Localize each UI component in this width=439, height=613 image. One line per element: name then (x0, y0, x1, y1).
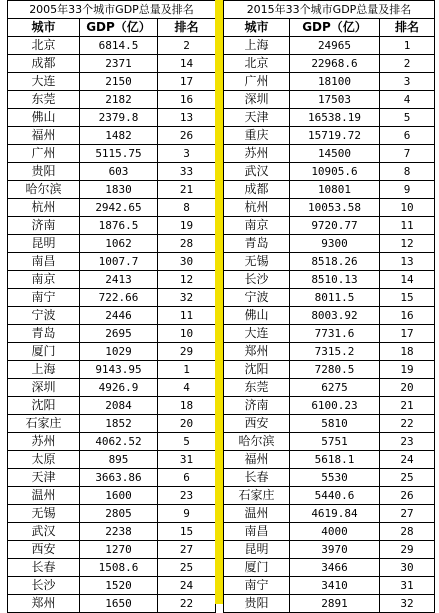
gdp-2005-panel (7, 0, 215, 610)
table-row (8, 235, 216, 253)
gdp-cell: 5751 (290, 433, 380, 451)
city-cell: 南宁 (8, 289, 80, 307)
gdp-cell: 22968.6 (290, 55, 380, 73)
rank-cell: 20 (158, 415, 216, 433)
column-header-city: 城市 (224, 19, 290, 37)
city-cell: 深圳 (8, 379, 80, 397)
gdp-cell: 4926.9 (80, 379, 158, 397)
rank-cell: 31 (158, 451, 216, 469)
gdp-cell: 9300 (290, 235, 380, 253)
rank-cell: 1 (380, 37, 435, 55)
gdp-cell: 6814.5 (80, 37, 158, 55)
gdp-cell: 2695 (80, 325, 158, 343)
city-cell: 济南 (8, 217, 80, 235)
city-cell: 成都 (224, 181, 290, 199)
city-cell: 成都 (8, 55, 80, 73)
city-cell: 西安 (224, 415, 290, 433)
rank-cell: 6 (158, 469, 216, 487)
city-cell: 佛山 (224, 307, 290, 325)
city-cell: 西安 (8, 541, 80, 559)
city-cell: 青岛 (8, 325, 80, 343)
table-row (224, 253, 435, 271)
table-caption: 2015年33个城市GDP总量及排名 (224, 1, 435, 19)
gdp-cell: 17503 (290, 91, 380, 109)
table-row (224, 505, 435, 523)
rank-cell: 21 (158, 181, 216, 199)
rank-cell: 7 (380, 145, 435, 163)
gdp-cell: 1876.5 (80, 217, 158, 235)
rank-cell: 15 (158, 523, 216, 541)
gdp-cell: 10053.58 (290, 199, 380, 217)
gdp-cell: 1007.7 (80, 253, 158, 271)
gdp-cell: 4062.52 (80, 433, 158, 451)
column-header-rank: 排名 (158, 19, 216, 37)
gdp-cell: 7280.5 (290, 361, 380, 379)
gdp-cell: 5440.6 (290, 487, 380, 505)
rank-cell: 27 (380, 505, 435, 523)
rank-cell: 10 (380, 199, 435, 217)
rank-cell: 28 (158, 235, 216, 253)
table-row (224, 379, 435, 397)
city-cell: 上海 (8, 361, 80, 379)
city-cell: 宁波 (8, 307, 80, 325)
table-row (224, 343, 435, 361)
city-cell: 杭州 (8, 199, 80, 217)
table-row (224, 361, 435, 379)
table-row (8, 397, 216, 415)
table-row (8, 487, 216, 505)
rank-cell: 1 (158, 361, 216, 379)
table-row (8, 343, 216, 361)
rank-cell: 16 (380, 307, 435, 325)
gdp-cell: 603 (80, 163, 158, 181)
city-cell: 北京 (8, 37, 80, 55)
city-cell: 哈尔滨 (224, 433, 290, 451)
table-row (224, 217, 435, 235)
gdp-cell: 1852 (80, 415, 158, 433)
column-header-rank: 排名 (380, 19, 435, 37)
gdp-cell: 8510.13 (290, 271, 380, 289)
city-cell: 青岛 (224, 235, 290, 253)
rank-cell: 8 (380, 163, 435, 181)
table-row (8, 541, 216, 559)
table-row (224, 55, 435, 73)
rank-cell: 17 (380, 325, 435, 343)
table-row (8, 217, 216, 235)
table-row (224, 289, 435, 307)
gdp-cell: 5810 (290, 415, 380, 433)
table-row (224, 451, 435, 469)
table-row (224, 433, 435, 451)
gdp-cell: 1830 (80, 181, 158, 199)
city-cell: 哈尔滨 (8, 181, 80, 199)
table-row (8, 127, 216, 145)
rank-cell: 23 (380, 433, 435, 451)
rank-cell: 18 (158, 397, 216, 415)
city-cell: 广州 (8, 145, 80, 163)
table-row (8, 109, 216, 127)
gdp-cell: 2379.8 (80, 109, 158, 127)
gdp-cell: 1482 (80, 127, 158, 145)
gdp-cell: 1029 (80, 343, 158, 361)
table-row (8, 577, 216, 595)
city-cell: 太原 (8, 451, 80, 469)
city-cell: 苏州 (224, 145, 290, 163)
city-cell: 郑州 (8, 595, 80, 613)
gdp-cell: 9720.77 (290, 217, 380, 235)
rank-cell: 12 (158, 271, 216, 289)
gdp-cell: 2371 (80, 55, 158, 73)
city-cell: 深圳 (224, 91, 290, 109)
rank-cell: 28 (380, 523, 435, 541)
gdp-cell: 5115.75 (80, 145, 158, 163)
table-row (224, 73, 435, 91)
rank-cell: 8 (158, 199, 216, 217)
rank-cell: 3 (158, 145, 216, 163)
table-row (8, 145, 216, 163)
city-cell: 昆明 (8, 235, 80, 253)
gdp-cell: 9143.95 (80, 361, 158, 379)
gdp-cell: 2891 (290, 595, 380, 613)
table-row (8, 505, 216, 523)
rank-cell: 11 (158, 307, 216, 325)
city-cell: 济南 (224, 397, 290, 415)
table-row (8, 451, 216, 469)
city-cell: 大连 (224, 325, 290, 343)
rank-cell: 15 (380, 289, 435, 307)
city-cell: 北京 (224, 55, 290, 73)
gdp-cell: 4619.84 (290, 505, 380, 523)
city-cell: 沈阳 (8, 397, 80, 415)
column-header-gdp: GDP（亿） (80, 19, 158, 37)
city-cell: 石家庄 (224, 487, 290, 505)
rank-cell: 22 (380, 415, 435, 433)
table-row (8, 55, 216, 73)
rank-cell: 19 (380, 361, 435, 379)
gdp-cell: 2942.65 (80, 199, 158, 217)
rank-cell: 32 (158, 289, 216, 307)
table-row (224, 523, 435, 541)
rank-cell: 9 (380, 181, 435, 199)
rank-cell: 25 (380, 469, 435, 487)
rank-cell: 11 (380, 217, 435, 235)
table-row (8, 199, 216, 217)
gdp-cell: 10905.6 (290, 163, 380, 181)
table-row (224, 487, 435, 505)
gdp-2015-table (223, 0, 435, 613)
gdp-cell: 722.66 (80, 289, 158, 307)
rank-cell: 3 (380, 73, 435, 91)
city-cell: 长春 (8, 559, 80, 577)
rank-cell: 32 (380, 595, 435, 613)
gdp-cell: 3663.86 (80, 469, 158, 487)
gdp-cell: 895 (80, 451, 158, 469)
rank-cell: 13 (158, 109, 216, 127)
table-row (8, 307, 216, 325)
gdp-cell: 2805 (80, 505, 158, 523)
table-row (8, 523, 216, 541)
rank-cell: 26 (158, 127, 216, 145)
city-cell: 武汉 (224, 163, 290, 181)
table-body (8, 37, 216, 613)
table-row (224, 109, 435, 127)
city-cell: 武汉 (8, 523, 80, 541)
rank-cell: 10 (158, 325, 216, 343)
gdp-cell: 3466 (290, 559, 380, 577)
table-row (224, 397, 435, 415)
gdp-cell: 2084 (80, 397, 158, 415)
rank-cell: 5 (158, 433, 216, 451)
city-cell: 南京 (8, 271, 80, 289)
city-cell: 南昌 (224, 523, 290, 541)
table-row (224, 91, 435, 109)
rank-cell: 6 (380, 127, 435, 145)
table-row (224, 325, 435, 343)
gdp-cell: 2150 (80, 73, 158, 91)
rank-cell: 25 (158, 559, 216, 577)
gdp-cell: 6275 (290, 379, 380, 397)
table-row (8, 415, 216, 433)
city-cell: 大连 (8, 73, 80, 91)
rank-cell: 13 (380, 253, 435, 271)
city-cell: 佛山 (8, 109, 80, 127)
rank-cell: 2 (158, 37, 216, 55)
gdp-2015-panel (223, 0, 434, 610)
city-cell: 天津 (224, 109, 290, 127)
table-row (224, 559, 435, 577)
table-row (8, 433, 216, 451)
gdp-cell: 6100.23 (290, 397, 380, 415)
gdp-cell: 7731.6 (290, 325, 380, 343)
rank-cell: 5 (380, 109, 435, 127)
table-row (8, 289, 216, 307)
table-row (8, 181, 216, 199)
table-row (224, 577, 435, 595)
city-cell: 杭州 (224, 199, 290, 217)
city-cell: 长沙 (8, 577, 80, 595)
rank-cell: 20 (380, 379, 435, 397)
rank-cell: 24 (158, 577, 216, 595)
city-cell: 福州 (224, 451, 290, 469)
city-cell: 南京 (224, 217, 290, 235)
city-cell: 福州 (8, 127, 80, 145)
table-row (224, 271, 435, 289)
city-cell: 广州 (224, 73, 290, 91)
table-row (224, 469, 435, 487)
rank-cell: 9 (158, 505, 216, 523)
rank-cell: 4 (158, 379, 216, 397)
gdp-cell: 7315.2 (290, 343, 380, 361)
gdp-cell: 24965 (290, 37, 380, 55)
rank-cell: 17 (158, 73, 216, 91)
table-row (8, 559, 216, 577)
city-cell: 石家庄 (8, 415, 80, 433)
table-row (8, 163, 216, 181)
city-cell: 宁波 (224, 289, 290, 307)
gdp-cell: 5618.1 (290, 451, 380, 469)
city-cell: 沈阳 (224, 361, 290, 379)
table-row (8, 253, 216, 271)
table-body (224, 37, 435, 613)
gdp-cell: 2413 (80, 271, 158, 289)
rank-cell: 23 (158, 487, 216, 505)
table-row (8, 91, 216, 109)
gdp-cell: 16538.19 (290, 109, 380, 127)
rank-cell: 18 (380, 343, 435, 361)
city-cell: 苏州 (8, 433, 80, 451)
gdp-cell: 18100 (290, 73, 380, 91)
gdp-cell: 2182 (80, 91, 158, 109)
city-cell: 长沙 (224, 271, 290, 289)
rank-cell: 26 (380, 487, 435, 505)
city-cell: 上海 (224, 37, 290, 55)
gdp-cell: 8011.5 (290, 289, 380, 307)
city-cell: 无锡 (224, 253, 290, 271)
rank-cell: 24 (380, 451, 435, 469)
gdp-cell: 1650 (80, 595, 158, 613)
table-row (8, 37, 216, 55)
city-cell: 贵阳 (8, 163, 80, 181)
city-cell: 天津 (8, 469, 80, 487)
table-row (224, 199, 435, 217)
column-divider (215, 0, 223, 604)
rank-cell: 29 (380, 541, 435, 559)
rank-cell: 30 (158, 253, 216, 271)
city-cell: 无锡 (8, 505, 80, 523)
column-header-city: 城市 (8, 19, 80, 37)
gdp-cell: 1062 (80, 235, 158, 253)
table-row (224, 415, 435, 433)
city-cell: 温州 (8, 487, 80, 505)
gdp-cell: 1270 (80, 541, 158, 559)
table-caption: 2005年33个城市GDP总量及排名 (8, 1, 216, 19)
gdp-cell: 3970 (290, 541, 380, 559)
gdp-cell: 15719.72 (290, 127, 380, 145)
table-row (8, 271, 216, 289)
rank-cell: 16 (158, 91, 216, 109)
table-row (224, 235, 435, 253)
table-row (224, 181, 435, 199)
rank-cell: 14 (158, 55, 216, 73)
table-row (8, 379, 216, 397)
rank-cell: 29 (158, 343, 216, 361)
table-row (8, 73, 216, 91)
table-row (224, 307, 435, 325)
table-row (8, 361, 216, 379)
rank-cell: 2 (380, 55, 435, 73)
rank-cell: 19 (158, 217, 216, 235)
table-row (8, 325, 216, 343)
rank-cell: 12 (380, 235, 435, 253)
city-cell: 南宁 (224, 577, 290, 595)
city-cell: 东莞 (8, 91, 80, 109)
table-row (224, 541, 435, 559)
table-row (224, 163, 435, 181)
city-cell: 贵阳 (224, 595, 290, 613)
city-cell: 厦门 (224, 559, 290, 577)
rank-cell: 30 (380, 559, 435, 577)
gdp-cell: 2238 (80, 523, 158, 541)
rank-cell: 22 (158, 595, 216, 613)
rank-cell: 21 (380, 397, 435, 415)
gdp-cell: 14500 (290, 145, 380, 163)
table-row (224, 145, 435, 163)
city-cell: 温州 (224, 505, 290, 523)
city-cell: 东莞 (224, 379, 290, 397)
table-row (224, 37, 435, 55)
rank-cell: 4 (380, 91, 435, 109)
rank-cell: 31 (380, 577, 435, 595)
gdp-cell: 1508.6 (80, 559, 158, 577)
rank-cell: 33 (158, 163, 216, 181)
gdp-cell: 8003.92 (290, 307, 380, 325)
gdp-cell: 8518.26 (290, 253, 380, 271)
table-row (224, 127, 435, 145)
gdp-cell: 3410 (290, 577, 380, 595)
gdp-cell: 5530 (290, 469, 380, 487)
table-row (8, 469, 216, 487)
city-cell: 郑州 (224, 343, 290, 361)
city-cell: 昆明 (224, 541, 290, 559)
rank-cell: 14 (380, 271, 435, 289)
city-cell: 厦门 (8, 343, 80, 361)
gdp-cell: 1600 (80, 487, 158, 505)
gdp-cell: 4000 (290, 523, 380, 541)
gdp-cell: 10801 (290, 181, 380, 199)
gdp-2005-table (7, 0, 216, 613)
city-cell: 重庆 (224, 127, 290, 145)
column-header-gdp: GDP（亿） (290, 19, 380, 37)
rank-cell: 27 (158, 541, 216, 559)
city-cell: 长春 (224, 469, 290, 487)
gdp-cell: 2446 (80, 307, 158, 325)
gdp-cell: 1520 (80, 577, 158, 595)
city-cell: 南昌 (8, 253, 80, 271)
